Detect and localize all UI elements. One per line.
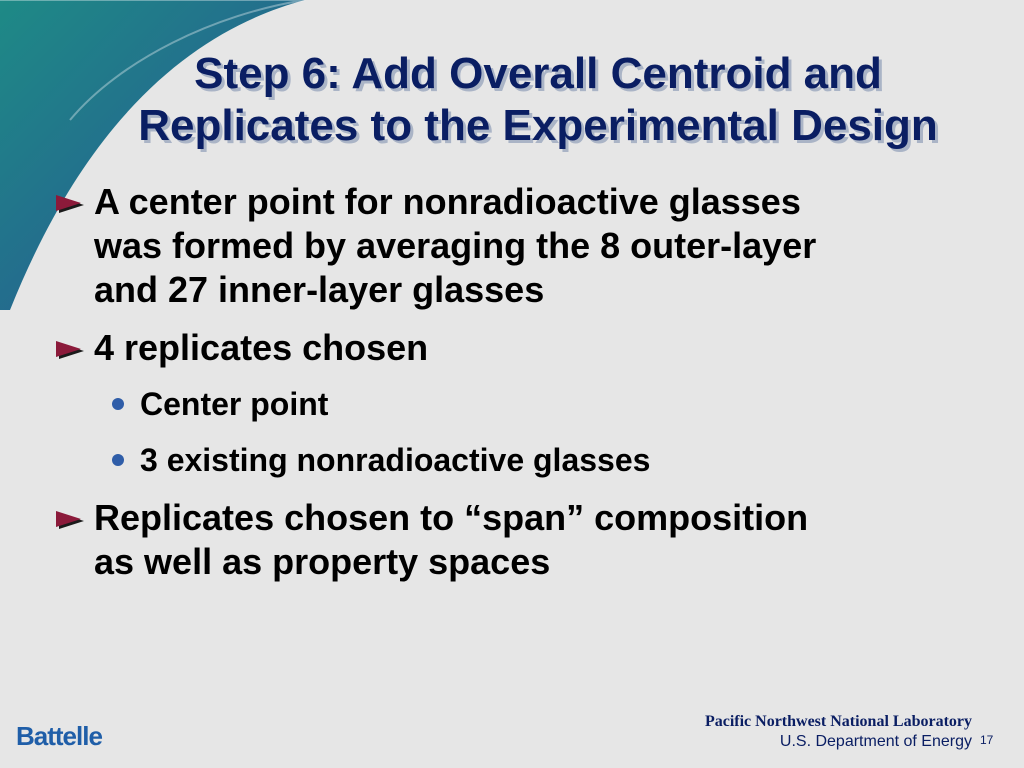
title-line-2: Replicates to the Experimental Design	[138, 101, 938, 150]
lab-name: Pacific Northwest National Laboratory	[704, 713, 972, 730]
title-line-1: Step 6: Add Overall Centroid and	[194, 49, 882, 98]
bullet-text-line: was formed by averaging the 8 outer-layer	[94, 225, 817, 266]
bullet-item	[54, 326, 974, 370]
sub-bullet-item	[140, 440, 974, 480]
sub-bullet-item	[140, 384, 974, 424]
bullet-item	[54, 496, 974, 584]
bullet-list	[54, 180, 974, 584]
sub-bullet-text: 3 existing nonradioactive glasses	[140, 442, 651, 478]
department-name: U.S. Department of Energy	[779, 733, 972, 750]
round-bullet-icon	[112, 454, 124, 466]
sub-bullet-text: Center point	[140, 386, 329, 422]
bullet-text-line: as well as property spaces	[94, 541, 551, 582]
round-bullet-icon	[112, 398, 124, 410]
bullet-text-line: and 27 inner-layer glasses	[94, 269, 545, 310]
bullet-item	[54, 180, 974, 312]
slide-title	[60, 48, 1016, 152]
triangle-bullet-icon	[54, 339, 86, 359]
bullet-text-line: Replicates chosen to “span” composition	[94, 497, 809, 538]
triangle-bullet-icon	[54, 509, 86, 529]
triangle-bullet-icon	[54, 193, 86, 213]
bullet-text-line: A center point for nonradioactive glasses	[94, 181, 801, 222]
footer-organization	[705, 712, 972, 752]
battelle-logo: Battelle	[16, 721, 102, 751]
page-number: 17	[980, 733, 994, 747]
bullet-text-line: 4 replicates chosen	[94, 327, 429, 368]
